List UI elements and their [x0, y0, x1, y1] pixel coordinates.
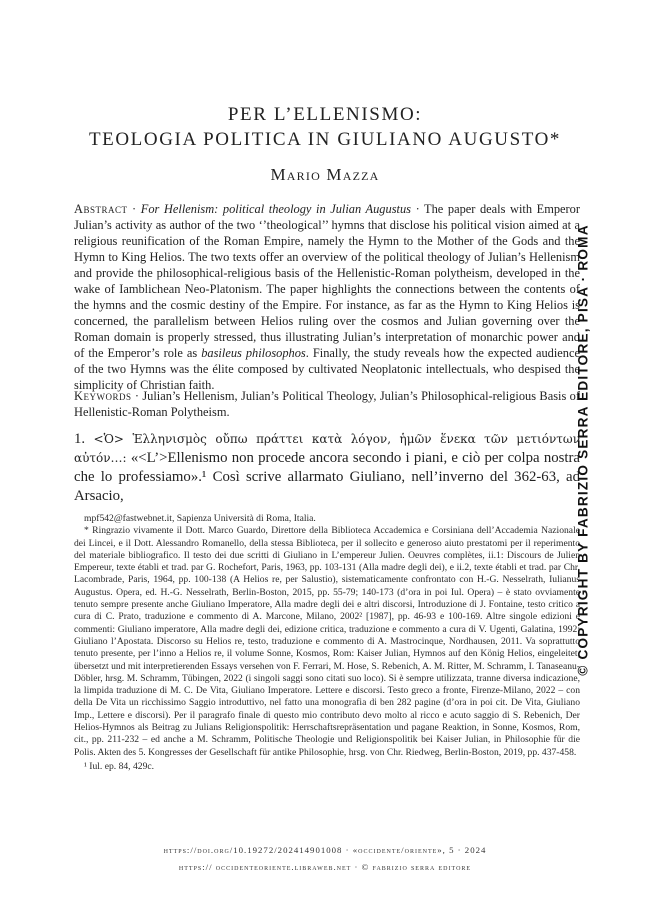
- keywords-label: Keywords: [74, 389, 132, 403]
- abstract-sep: ·: [127, 202, 141, 216]
- greek-quote: <Ὁ> Ἑλληνισμὸς οὔπω πράττει κατὰ λόγον, ἡμῶν ἕνεκα τῶν μετιόντων αὐτόν…:: [74, 432, 580, 465]
- footnotes: [74, 513, 580, 773]
- abstract-text-end: . Finally, the study reveals how the expected audience of the two Hymns was the élite composed by cultivated Neoplatonic intellectuals, who despised the simplicity of Christian faith.: [74, 346, 580, 392]
- abstract: [74, 201, 580, 393]
- footnote-star: * Ringrazio vivamente il Dott. Marco Guardo, Direttore della Biblioteca Accademica e Corsiniana dell’Accademia Nazionale dei Lincei, e il Dott. Alessandro Romanello, della stessa Biblioteca, per il sollecito e generoso aiuto prestatomi per il reperimento del materiale bibliografico. Il testo dei due scritti di Giuliano in L’empereur Julien. Oeuvres complètes, ii.1: Discours de Julien Empereur, texte établi et trad. par G. Rochefort, Paris, 1963, pp. 103-131 (Alla madre degli dei), e ii.2, texte établi et trad. par Chr. Lacombrade, Paris, 1964, pp. 100-138 (A Helios re, per Salustio), sistematicamente confrontato con H.-G. Nesselrath, Iulianus Augustus. Opera, ed. H.-G. Nesselrath, Berlin-Boston, 2015, pp. 55-79; 140-173 (d’ora in poi Iul. Opera) – è stato ovviamente tenuto sempre presente anche Giuliano Imperatore, Alla madre degli dei e altri discorsi, Introduzione di J. Fontaine, testo critico a cura di C. Prato, traduzione e commento di A. Marcone, Milano, 2002² [1987], pp. 46-93 e 100-169. Altre singole edizioni e commenti: Giuliano imperatore, Alla madre degli dei, edizione critica, traduzione e commento a cura di V. Ugenti, Galatina, 1992; Giuliano l’Apostata. Discorso su Helios re, testo, traduzione e commento di A. Mastrocinque, Nordhausen, 2011. Va soprattutto tenuto presente, per l’inno a Helios re, il volume Sonne, Kosmos, Rom: Kaiser Julian, Hymnos auf den König Helios, eingeleitet, übersetzt und mit interpretierenden Essays versehen von F. Ferrari, M. Hose, S. Rebenich, A. M. Ritter, M. Schramm, I. Tanaseanu-Döbler, hrsg. M. Schramm, Tübingen, 2022 (i singoli saggi sono citati suo loco). Si è sempre utilizzata, tranne diversa indicazione, la limpida traduzione di M. C. De Vita, Giuliano Imperatore. Lettere e discorsi. Testo greco a fronte, Firenze-Milano, 2022 – con della De Vita un ricchissimo Saggio introduttivo, nel fatto una monografia di ben 282 pagine (d’ora in poi cit. De Vita, Giuliano Imp., Lettere e discorsi). Per il paragrafo finale di questo mio contributo devo molto al ricco e acuto saggio di S. Rebenich, Der Helios-Hymnos als Beitrag zu Julians Religionspolitik: Herrschaftsrepräsentation und pagane Reaktion, in Sonne, Kosmos, Rom, cit., pp. 211-232 – ed anche a M. Schramm, Politische Theologie und Religionspolitik bei Kaiser Julian, in Philosophie für die Polis. Akten des 5. Kongresses der Gesellschaft für antike Philosophie, hrsg. von Chr. Riedweg, Berlin-Boston, 2019, pp. 437-458.: [74, 525, 580, 758]
- abstract-title: For Hellenism: political theology in Julian Augustus: [140, 202, 411, 216]
- footnote-1: ¹ Iul. ep. 84, 429c.: [84, 760, 155, 772]
- article-title-line-2: TEOLOGIA POLITICA IN GIULIANO AUGUSTO*: [88, 129, 562, 150]
- footer-website: https:// occidenteoriente.libraweb.net · © fabrizio serra editore: [178, 862, 472, 872]
- author-name: Mario Mazza: [270, 165, 380, 184]
- abstract-basileus: basileus philosophos: [201, 346, 306, 360]
- body-text: «<L’>Ellenismo non procede ancora secondo i piani, e ciò per colpa nostra che lo professiamo».¹ Così scrive allarmato Giuliano, nell’inverno del 362-63, ad Arsacio,: [74, 450, 580, 504]
- article-title-line-1: PER L’ELLENISMO:: [227, 104, 423, 125]
- copyright-svg: [575, 224, 602, 676]
- keywords-text: Julian’s Hellenism, Julian’s Political Theology, Julian’s Philosophical-religious Basis of Hellenistic-Roman Polytheism.: [74, 389, 580, 419]
- body-paragraph: [74, 430, 580, 506]
- section-number: 1.: [74, 431, 86, 447]
- copyright-text: © COPYRIGHT BY FABRIZIO SERRA EDITORE, PISA · ROMA: [575, 224, 591, 676]
- copyright-vertical: [575, 224, 602, 676]
- abstract-sep-2: ·: [410, 202, 425, 216]
- keywords: Keywords · Julian’s Hellenism, Julian’s Political Theology, Julian’s Philosophical-religious Basis of Hellenistic-Roman Polytheism.: [74, 389, 580, 419]
- abstract-label: Abstract: [74, 202, 128, 216]
- author-email: mpf542@fastwebnet.it, Sapienza Università di Roma, Italia.: [84, 513, 316, 524]
- footer-doi: https://doi.org/10.19272/202414901008 · «occidente/oriente», 5 · 2024: [163, 845, 487, 855]
- abstract-text: The paper deals with Emperor Julian’s activity as author of the two ‘’theological’’ hymns that disclose his political vision aimed at a religious reunification of the Roman Empire, namely the Hymn to the Mother of the Gods and the Hymn to King Helios. The two texts offer an overview of the political theology of Julian’s Hellenism and provide the philosophical-religious basis of the Hellenistic-Roman polytheism, developed in the wake of Iamblichean Neo-Platonism. The paper highlights the connections between the contents of the hymns and the cosmic destiny of the Empire. For instance, as far as the Hymn to King Helios is concerned, the parallelism between Helios ruling over the cosmos and Julian governing over the Roman domain is properly stressed, thus illustrating Julian’s interpretation of monarchic power and of the Emperor’s role as: [74, 202, 580, 360]
